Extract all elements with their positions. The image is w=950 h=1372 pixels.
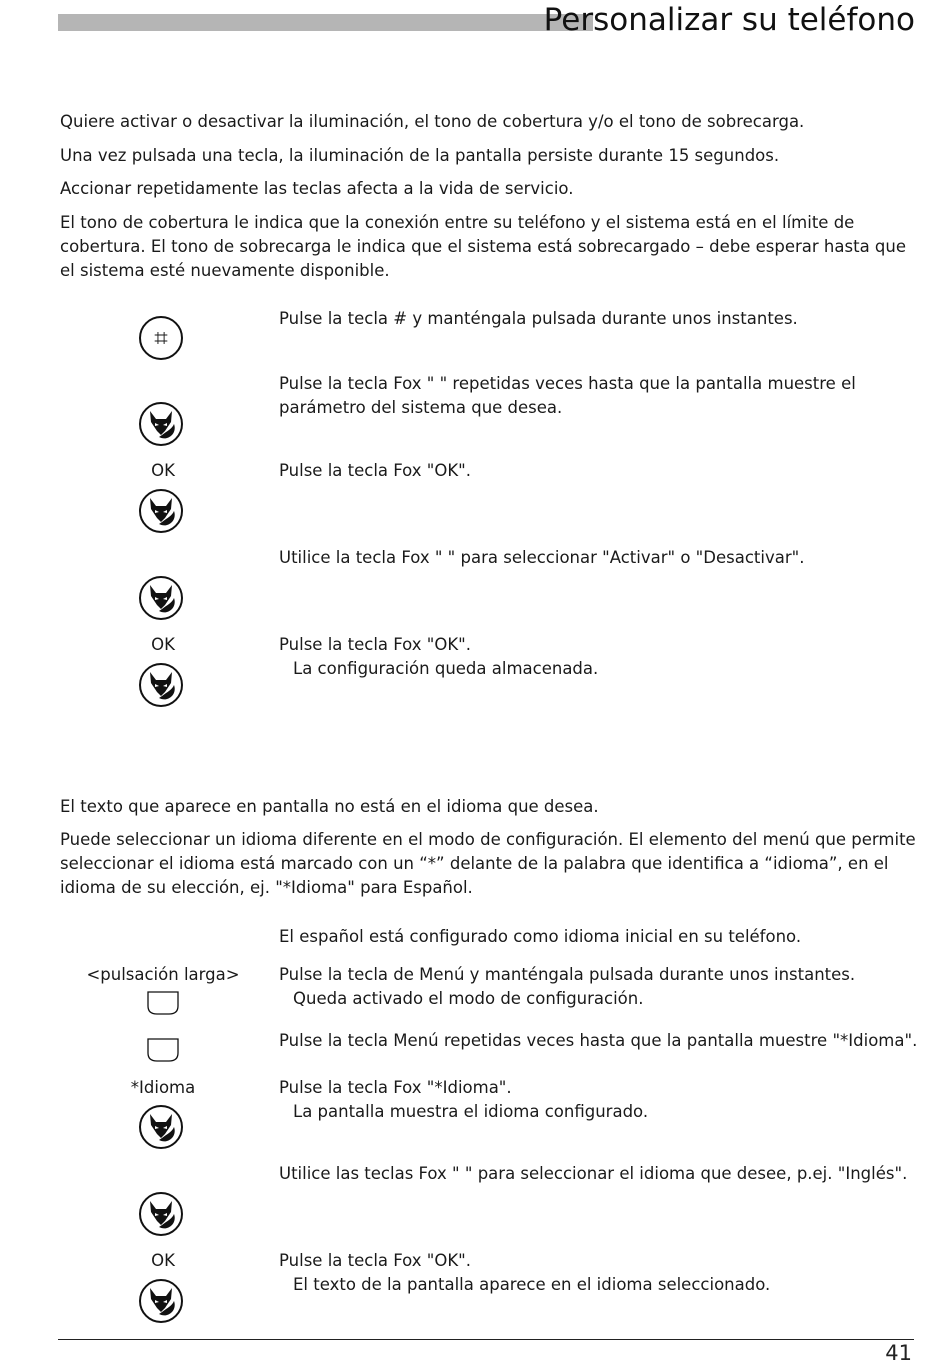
step-result-text: El texto de la pantalla aparece en el idioma seleccionado.	[293, 1275, 771, 1294]
step-label: OK	[151, 635, 175, 654]
intro-paragraph: Quiere activar o desactivar la iluminación, el tono de cobertura y/o el tono de sobrecarga.	[60, 112, 805, 131]
step-text	[279, 963, 919, 1011]
step-text: Utilice la tecla Fox " " para seleccionar "Activar" o "Desactivar".	[279, 548, 805, 567]
step-text: Pulse la tecla Fox " " repetidas veces hasta que la pantalla muestre el parámetro del sistema que desea.	[279, 374, 856, 417]
intro-paragraph: Una vez pulsada una tecla, la iluminación de la pantalla persiste durante 15 segundos.	[60, 146, 780, 165]
fox-key-icon	[139, 576, 183, 620]
step-text: Pulse la tecla Fox "OK".	[279, 461, 471, 480]
intro-paragraph: Accionar repetidamente las teclas afecta a la vida de servicio.	[60, 179, 574, 198]
step-main-text: Pulse la tecla Fox "*Idioma".	[279, 1078, 512, 1097]
hash-key-icon: ⌗	[139, 316, 183, 360]
fox-key-icon	[139, 663, 183, 707]
header-bar	[58, 14, 593, 31]
step-label: *Idioma	[130, 1078, 196, 1097]
footer-divider	[58, 1339, 914, 1340]
step-result-text: La configuración queda almacenada.	[293, 659, 599, 678]
step-result-text: La pantalla muestra el idioma configurado.	[293, 1102, 649, 1121]
step-text	[279, 633, 919, 681]
intro-paragraph: El texto que aparece en pantalla no está en el idioma que desea.	[60, 797, 599, 816]
step-result-text: Queda activado el modo de configuración.	[293, 989, 644, 1008]
step-text	[279, 1249, 919, 1297]
fox-key-icon	[139, 1279, 183, 1323]
step-text: Utilice las teclas Fox " " para seleccionar el idioma que desee, p.ej. "Inglés".	[279, 1164, 908, 1183]
step-main-text: Pulse la tecla Fox "OK".	[279, 1251, 471, 1270]
step-main-text: Pulse la tecla de Menú y manténgala pulsada durante unos instantes.	[279, 965, 856, 984]
intro-paragraph: Puede seleccionar un idioma diferente en el modo de configuración. El elemento del menú que permite seleccionar el idioma está marcado con un “*” delante de la palabra que identifica a “idioma”, en el idioma de su elección, ej. "*Idioma" para Español.	[60, 830, 916, 897]
step-text	[279, 1076, 919, 1124]
fox-key-icon	[139, 402, 183, 446]
page-number: 41	[885, 1341, 912, 1365]
menu-key-icon	[147, 991, 179, 1015]
step-text: Pulse la tecla # y manténgala pulsada durante unos instantes.	[279, 309, 798, 328]
fox-key-icon	[139, 1105, 183, 1149]
step-main-text: Pulse la tecla Fox "OK".	[279, 635, 471, 654]
step-label: OK	[151, 1251, 175, 1270]
fox-key-icon	[139, 489, 183, 533]
intro-paragraph: El tono de cobertura le indica que la conexión entre su teléfono y el sistema está en el límite de cobertura. El tono de sobrecarga le indica que el sistema está sobrecargado – debe esperar hasta que el sistema esté nuevamente disponible.	[60, 213, 907, 280]
menu-key-icon	[147, 1038, 179, 1062]
step-text: El español está configurado como idioma inicial en su teléfono.	[279, 927, 802, 946]
step-label: <pulsación larga>	[86, 965, 240, 984]
page-title: Personalizar su teléfono	[543, 2, 915, 38]
step-label: OK	[151, 461, 175, 480]
step-text: Pulse la tecla Menú repetidas veces hasta que la pantalla muestre "*Idioma".	[279, 1031, 918, 1050]
fox-key-icon	[139, 1192, 183, 1236]
